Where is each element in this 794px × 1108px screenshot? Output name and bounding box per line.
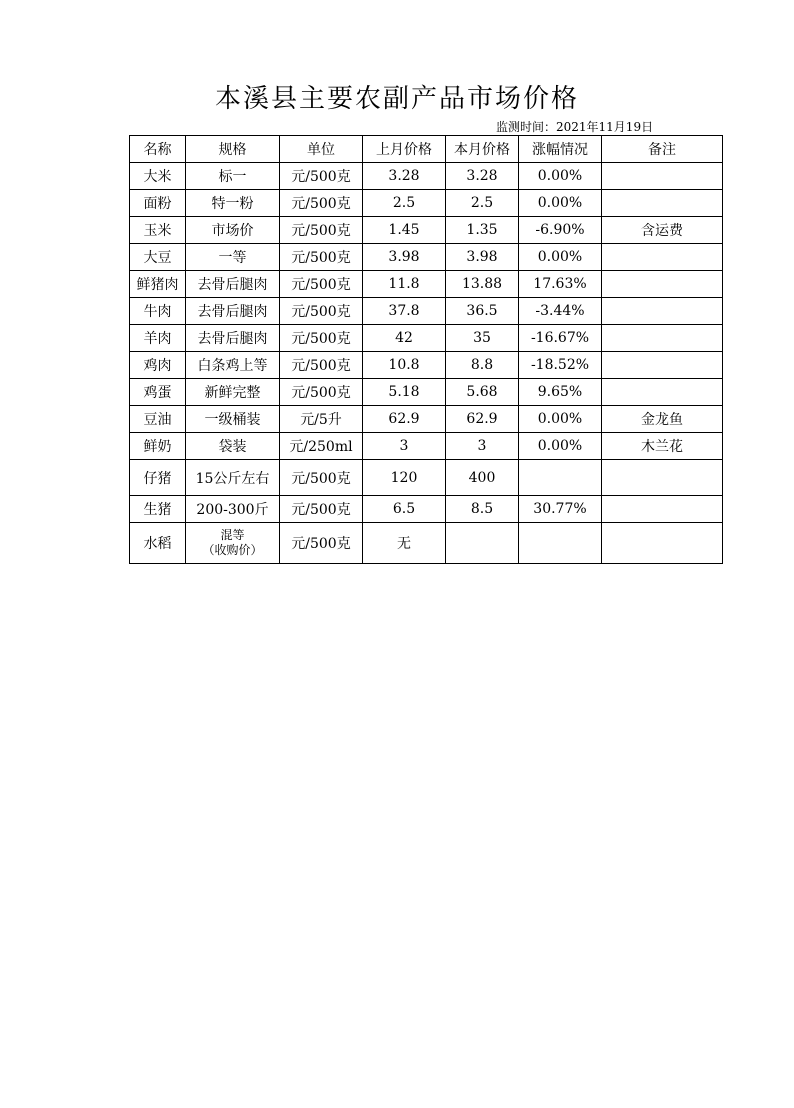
cell-spec: 标一 <box>186 163 280 190</box>
cell-name: 牛肉 <box>130 298 186 325</box>
cell-change: 0.00% <box>519 163 602 190</box>
cell-last: 120 <box>363 460 446 496</box>
cell-unit: 元/500克 <box>280 496 363 523</box>
cell-spec: 白条鸡上等 <box>186 352 280 379</box>
header-change: 涨幅情况 <box>519 136 602 163</box>
cell-note <box>602 460 723 496</box>
cell-change: 0.00% <box>519 433 602 460</box>
cell-change: -18.52% <box>519 352 602 379</box>
cell-change: 0.00% <box>519 190 602 217</box>
cell-last: 3.98 <box>363 244 446 271</box>
cell-last: 11.8 <box>363 271 446 298</box>
table-row <box>130 298 723 325</box>
cell-change: -3.44% <box>519 298 602 325</box>
table-row <box>130 271 723 298</box>
cell-note <box>602 496 723 523</box>
cell-last: 62.9 <box>363 406 446 433</box>
cell-this: 35 <box>446 325 519 352</box>
header-name: 名称 <box>130 136 186 163</box>
cell-last: 42 <box>363 325 446 352</box>
cell-unit: 元/500克 <box>280 298 363 325</box>
table-row <box>130 433 723 460</box>
cell-last: 无 <box>363 523 446 564</box>
cell-last: 10.8 <box>363 352 446 379</box>
cell-change: -6.90% <box>519 217 602 244</box>
cell-unit: 元/500克 <box>280 352 363 379</box>
cell-note: 木兰花 <box>602 433 723 460</box>
cell-this: 400 <box>446 460 519 496</box>
cell-note <box>602 379 723 406</box>
cell-this: 13.88 <box>446 271 519 298</box>
cell-note <box>602 523 723 564</box>
header-last-price: 上月价格 <box>363 136 446 163</box>
spec-line-2: （收购价） <box>202 543 263 557</box>
cell-name: 大米 <box>130 163 186 190</box>
cell-last: 1.45 <box>363 217 446 244</box>
cell-this: 5.68 <box>446 379 519 406</box>
cell-spec: 市场价 <box>186 217 280 244</box>
cell-spec: 去骨后腿肉 <box>186 325 280 352</box>
table-row <box>130 244 723 271</box>
cell-note: 含运费 <box>602 217 723 244</box>
cell-this: 36.5 <box>446 298 519 325</box>
cell-unit: 元/500克 <box>280 217 363 244</box>
cell-name: 豆油 <box>130 406 186 433</box>
cell-this: 3.98 <box>446 244 519 271</box>
cell-name: 玉米 <box>130 217 186 244</box>
cell-name: 面粉 <box>130 190 186 217</box>
cell-this: 8.5 <box>446 496 519 523</box>
header-unit: 单位 <box>280 136 363 163</box>
cell-unit: 元/500克 <box>280 325 363 352</box>
cell-change: 17.63% <box>519 271 602 298</box>
cell-note <box>602 352 723 379</box>
cell-name: 羊肉 <box>130 325 186 352</box>
cell-name: 鲜奶 <box>130 433 186 460</box>
cell-spec: 去骨后腿肉 <box>186 271 280 298</box>
cell-last: 37.8 <box>363 298 446 325</box>
cell-spec <box>186 523 280 564</box>
cell-name: 仔猪 <box>130 460 186 496</box>
cell-last: 5.18 <box>363 379 446 406</box>
table-row <box>130 190 723 217</box>
cell-note <box>602 244 723 271</box>
cell-last: 2.5 <box>363 190 446 217</box>
header-this-price: 本月价格 <box>446 136 519 163</box>
cell-spec: 新鲜完整 <box>186 379 280 406</box>
monitor-time: 监测时间：2021年11月19日 <box>496 120 654 134</box>
cell-spec: 袋装 <box>186 433 280 460</box>
cell-last: 3.28 <box>363 163 446 190</box>
cell-spec: 去骨后腿肉 <box>186 298 280 325</box>
cell-this: 1.35 <box>446 217 519 244</box>
cell-name: 生猪 <box>130 496 186 523</box>
cell-spec: 特一粉 <box>186 190 280 217</box>
cell-note <box>602 298 723 325</box>
cell-name: 鲜猪肉 <box>130 271 186 298</box>
cell-change <box>519 523 602 564</box>
cell-note: 金龙鱼 <box>602 406 723 433</box>
spec-two-line <box>202 528 262 558</box>
table-row <box>130 325 723 352</box>
cell-change: 30.77% <box>519 496 602 523</box>
page-title: 本溪县主要农副产品市场价格 <box>214 84 579 114</box>
header-row <box>130 136 723 163</box>
cell-unit: 元/500克 <box>280 190 363 217</box>
cell-unit: 元/500克 <box>280 244 363 271</box>
cell-note <box>602 190 723 217</box>
cell-note <box>602 325 723 352</box>
cell-last: 3 <box>363 433 446 460</box>
cell-note <box>602 271 723 298</box>
price-table <box>129 135 723 564</box>
cell-spec: 200-300斤 <box>186 496 280 523</box>
table-row <box>130 496 723 523</box>
cell-spec: 15公斤左右 <box>186 460 280 496</box>
cell-note <box>602 163 723 190</box>
header-spec: 规格 <box>186 136 280 163</box>
cell-change: 0.00% <box>519 406 602 433</box>
table-row <box>130 523 723 564</box>
cell-this: 3.28 <box>446 163 519 190</box>
cell-unit: 元/5升 <box>280 406 363 433</box>
cell-name: 大豆 <box>130 244 186 271</box>
table-row <box>130 460 723 496</box>
cell-this <box>446 523 519 564</box>
cell-unit: 元/500克 <box>280 271 363 298</box>
cell-this: 2.5 <box>446 190 519 217</box>
table-row <box>130 352 723 379</box>
cell-change: -16.67% <box>519 325 602 352</box>
cell-name: 鸡肉 <box>130 352 186 379</box>
cell-this: 62.9 <box>446 406 519 433</box>
spec-line-1: 混等 <box>220 528 245 542</box>
cell-unit: 元/500克 <box>280 379 363 406</box>
table-row <box>130 163 723 190</box>
table-row <box>130 379 723 406</box>
cell-name: 鸡蛋 <box>130 379 186 406</box>
cell-name: 水稻 <box>130 523 186 564</box>
table-row <box>130 217 723 244</box>
cell-this: 3 <box>446 433 519 460</box>
cell-change: 9.65% <box>519 379 602 406</box>
cell-last: 6.5 <box>363 496 446 523</box>
header-note: 备注 <box>602 136 723 163</box>
table-row <box>130 406 723 433</box>
cell-spec: 一级桶装 <box>186 406 280 433</box>
cell-unit: 元/250ml <box>280 433 363 460</box>
cell-unit: 元/500克 <box>280 523 363 564</box>
cell-unit: 元/500克 <box>280 460 363 496</box>
cell-change: 0.00% <box>519 244 602 271</box>
cell-spec: 一等 <box>186 244 280 271</box>
cell-change <box>519 460 602 496</box>
cell-this: 8.8 <box>446 352 519 379</box>
cell-unit: 元/500克 <box>280 163 363 190</box>
